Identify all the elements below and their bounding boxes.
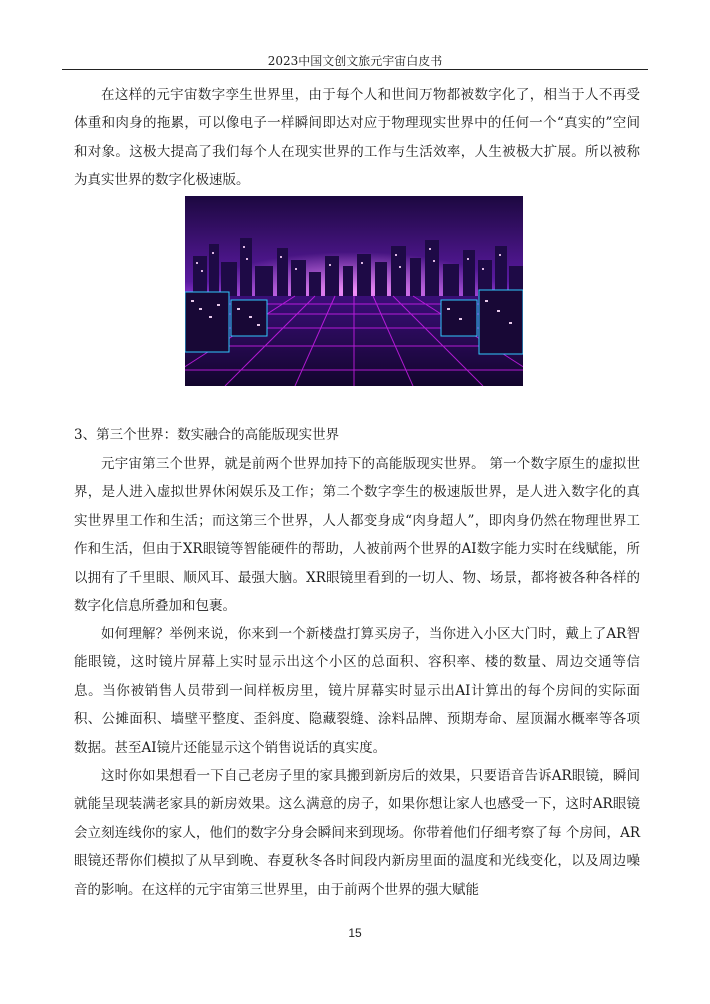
document-header-title: 2023中国文创文旅元宇宙白皮书 bbox=[267, 54, 443, 68]
paragraph-intro: 在这样的元宇宙数字孪生世界里，由于每个人和世间万物都被数字化了，相当于人不再受体重和肉身的拖累，可以像电子一样瞬间即达对应于物理现实世界中的任何一个“真实的”空间和对象。这极大提高了我们每个人在现实世界的工作与生活效率，人生被极大扩展。所以被称为真实世界的数字化极速版。 bbox=[74, 87, 640, 189]
paragraph-example: 如何理解？举例来说，你来到一个新楼盘打算买房子，当你进入小区大门时，戴上了AR智能眼镜，这时镜片屏幕上实时显示出这个小区的总面积、容积率、楼的数量、周边交通等信息。当你被销售人员带到一间样板房里，镜片屏幕实时显示出AI计算出的每个房间的实际面积、公摊面积、墙壁平整度、歪斜度、隐藏裂缝、涂料品牌、预期寿命、屋顶漏水概率等各项数据。甚至AI镜片还能显示这个销售说话的真实度。 bbox=[74, 626, 640, 756]
header-divider bbox=[62, 69, 648, 70]
page-number: 15 bbox=[348, 926, 362, 940]
section-heading: 3、第三个世界：数实融合的高能版现实世界 bbox=[74, 427, 340, 443]
paragraph-continuation: 这时你如果想看一下自己老房子里的家具搬到新房后的效果，只要语音告诉AR眼镜，瞬间就能呈现装满老家具的新房效果。这么满意的房子，如果你想让家人也感受一下，这时AR眼镜会立刻连线你的家人，他们的数字分身会瞬间来到现场。你带着他们仔细考察了每 个房间，AR眼镜还帮你们模拟了从早到晚、春夏秋冬各时间段内新房里面的温度和光线变化，以及周边噪音的影响。在这样的元宇宙第三世界里，由于前两个世界的强大赋能 bbox=[74, 768, 640, 898]
metaverse-city-image bbox=[185, 196, 523, 386]
paragraph-third-world: 元宇宙第三个世界，就是前两个世界加持下的高能版现实世界。 第一个数字原生的虚拟世界，是人进入虚拟世界休闲娱乐及工作；第二个数字孪生的极速版世界，是人进入数字化的真实世界里工作和生活；而这第三个世界，人人都变身成“肉身超人”，即肉身仍然在物理世界工作和生活，但由于XR眼镜等智能硬件的帮助，人被前两个世界的AI数字能力实时在线赋能，所以拥有了千里眼、顺风耳、最强大脑。XR眼镜里看到的一切人、物、场景，都将被各种各样的数字化信息所叠加和包裹。 bbox=[74, 456, 640, 615]
